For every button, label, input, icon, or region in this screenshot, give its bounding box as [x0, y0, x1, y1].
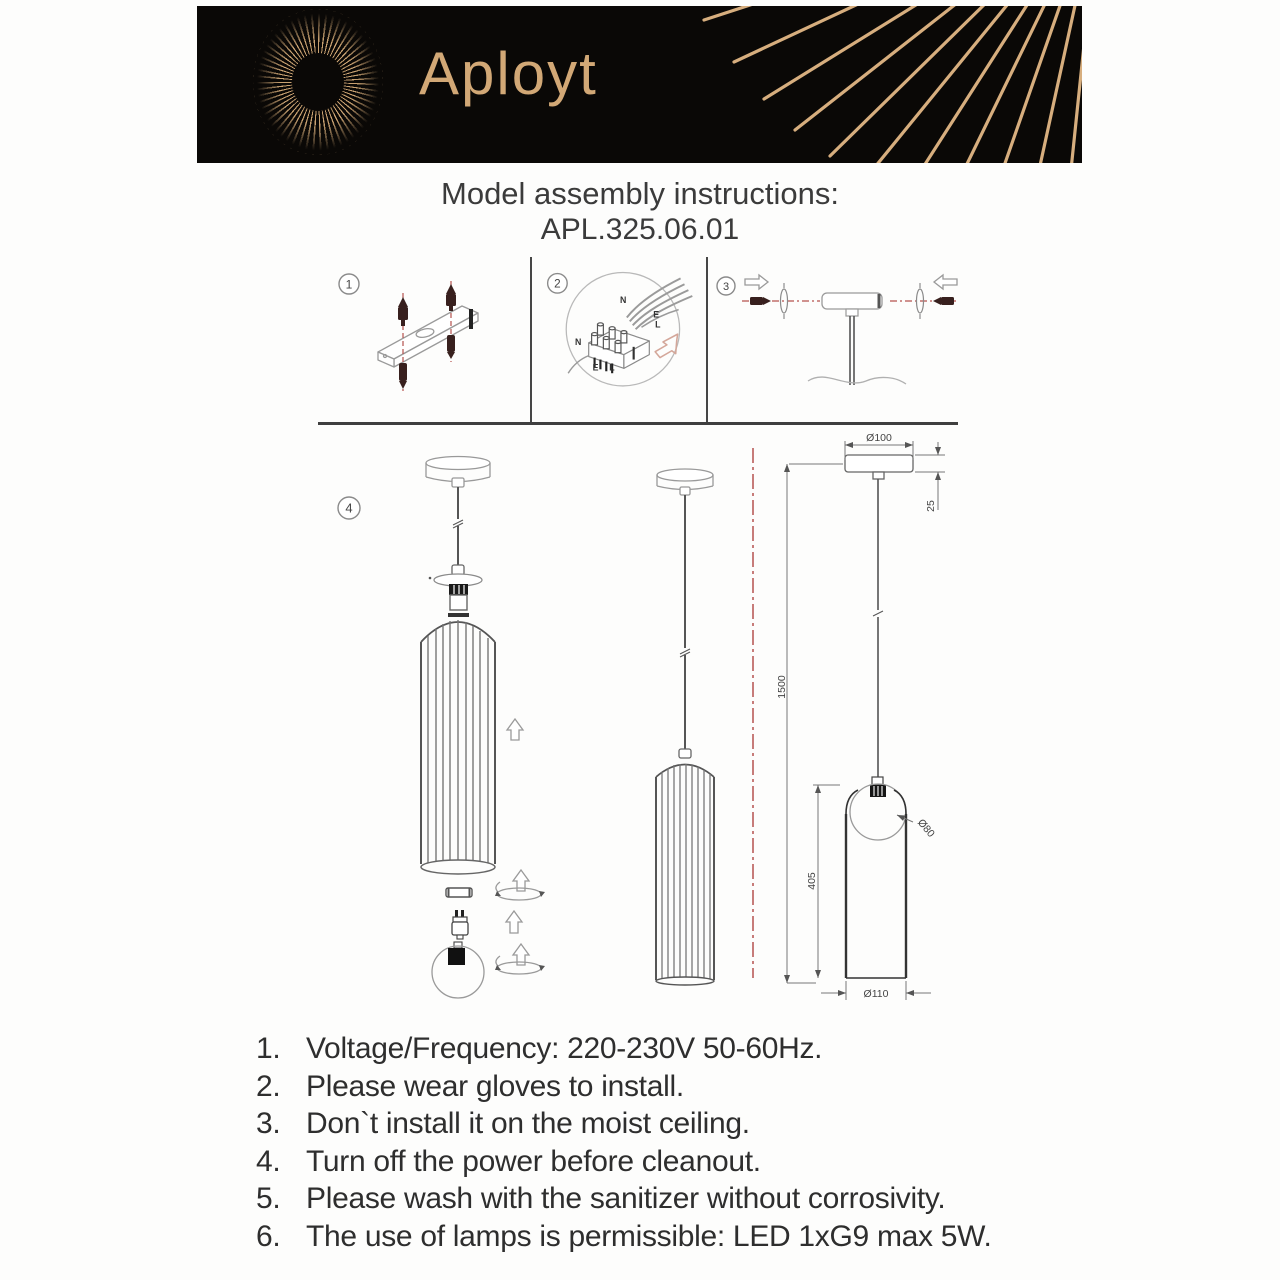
step-1-diagram	[318, 257, 530, 422]
terminal-label-n: N	[575, 336, 582, 347]
step-4-exploded-view	[338, 457, 545, 999]
item-text: Don`t install it on the moist ceiling.	[306, 1107, 750, 1140]
twist-lock-symbol-upper	[495, 870, 545, 900]
wire-label-n: N	[619, 294, 627, 305]
step-3-badge	[717, 277, 735, 295]
banner-rays-decoration	[652, 6, 1082, 163]
dimensioned-drawing	[776, 432, 945, 1000]
ribbed-glass-shade	[421, 613, 495, 874]
step-2-badge	[548, 274, 568, 294]
canopy-side-view	[822, 293, 882, 385]
socket-dimensioned	[870, 785, 886, 797]
page-title: Model assembly instructions:	[441, 176, 839, 211]
dim-label-overall-height: 1500	[776, 675, 788, 699]
screw-left	[750, 297, 771, 305]
push-arrow-left-icon	[934, 275, 957, 289]
twist-lock-symbol-lower	[495, 944, 545, 974]
g9-led-bulb	[452, 910, 468, 939]
step-4-number: 4	[345, 500, 353, 516]
step-3-number: 3	[722, 281, 730, 293]
dim-label-canopy-diameter: Ø100	[866, 432, 892, 444]
brand-name: Aployt	[419, 40, 598, 107]
glass-ball-diffuser	[432, 942, 484, 998]
item-text: Turn off the power before cleanout.	[306, 1144, 761, 1178]
item-number: 4.	[256, 1144, 281, 1178]
cord-break-mark	[872, 610, 884, 617]
terminal-label-e: E	[592, 362, 599, 373]
dim-label-canopy-height: 25	[925, 500, 937, 512]
list-item	[256, 1105, 1106, 1143]
wire-label-e: E	[653, 309, 660, 320]
instruction-list	[256, 1030, 1106, 1255]
cylinder-shade-dimensioned	[846, 790, 906, 978]
step-4-badge	[338, 497, 360, 519]
item-text: The use of lamps is permissible: LED 1xG9 max 5W.	[306, 1219, 992, 1253]
step-1-panel	[318, 257, 530, 422]
ceiling-break-line	[808, 377, 906, 384]
model-number: APL.325.06.01	[540, 213, 740, 246]
push-arrow-right-icon	[745, 275, 768, 289]
item-number: 2.	[256, 1069, 281, 1103]
step-1-number: 1	[345, 277, 353, 292]
item-number: 1.	[256, 1032, 281, 1065]
item-text: Please wash with the sanitizer without corrosivity.	[306, 1182, 946, 1215]
lift-arrow-icon	[507, 719, 523, 740]
dim-label-shade-height: 405	[806, 872, 818, 890]
item-text: Please wear gloves to install.	[306, 1069, 684, 1103]
item-number: 6.	[256, 1219, 281, 1253]
assembly-steps-strip	[318, 257, 958, 425]
item-number: 3.	[256, 1107, 281, 1140]
title-block	[0, 176, 1280, 247]
step-1-badge	[339, 274, 359, 294]
wire-label-l: L	[655, 319, 661, 330]
dim-canopy-height	[915, 442, 945, 510]
list-item	[256, 1068, 1106, 1106]
list-item	[256, 1180, 1106, 1218]
list-item	[256, 1030, 1106, 1068]
step-2-panel	[530, 257, 708, 422]
terminal-label-l: L	[609, 362, 615, 373]
ribbed-shade-assembled	[656, 764, 714, 985]
step-2-number: 2	[554, 277, 561, 291]
list-item	[256, 1218, 1106, 1256]
dim-label-shade-diameter: Ø110	[863, 988, 889, 1000]
list-item	[256, 1143, 1106, 1181]
lamp-socket	[449, 584, 468, 610]
item-number: 5.	[256, 1182, 281, 1215]
step-3-diagram	[708, 257, 958, 422]
dim-overall-height	[787, 464, 843, 983]
item-text: Voltage/Frequency: 220-230V 50-60Hz.	[306, 1032, 823, 1065]
magnifier-circle	[566, 273, 679, 386]
mounting-bracket-drawing	[378, 306, 478, 367]
ceiling-canopy	[426, 457, 490, 488]
step-2-diagram	[532, 257, 706, 422]
step-3-panel	[708, 257, 958, 422]
insert-bulb-arrow-icon	[506, 911, 522, 933]
brand-banner	[197, 6, 1082, 163]
brand-sunburst-icon	[253, 9, 383, 155]
assembled-pendant-view	[656, 469, 714, 985]
canopy-dimensioned	[845, 455, 913, 479]
assembly-and-dimensions-diagram	[300, 430, 980, 1030]
screw-right	[933, 297, 954, 305]
dim-label-ball-diameter: Ø80	[914, 816, 937, 840]
retaining-ring	[446, 888, 472, 897]
